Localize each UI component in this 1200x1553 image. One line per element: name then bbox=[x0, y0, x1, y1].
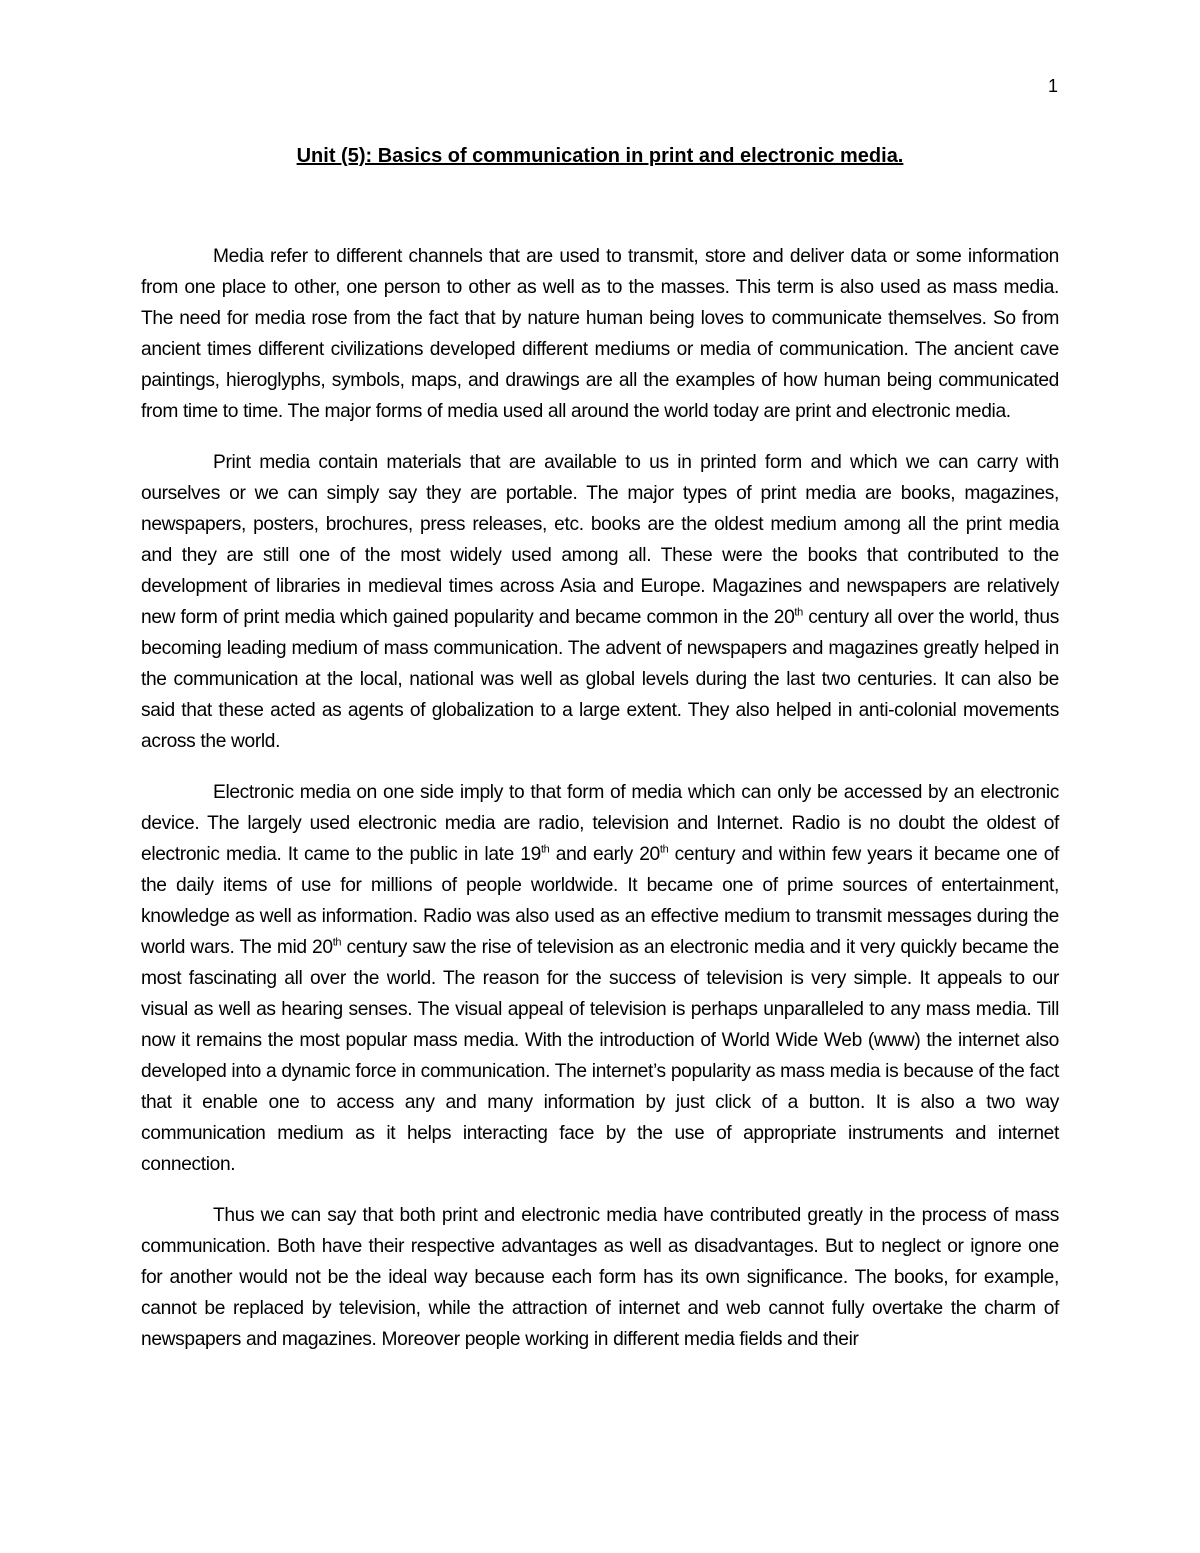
paragraph-media-definition: Media refer to different channels that are used to transmit, store and deliver data or some information from one place to other, one person to other as well as to the masses. This term is also used as mass media. The need for media rose from the fact that by nature human being loves to communicate themselves. So from ancient times different civilizations developed different mediums or media of communication. The ancient cave paintings, hieroglyphs, symbols, maps, and drawings are all the examples of how human being communicated from time to time. The major forms of media used all around the world today are print and electronic media. bbox=[141, 246, 1059, 422]
paragraph-conclusion: Thus we can say that both print and electronic media have contributed greatly in the process of mass communication. Both have their respective advantages as well as disadvantages. But to neglect or ignore one for another would not be the ideal way because each form has its own significance. The books, for example, cannot be replaced by television, while the attraction of internet and web cannot fully overtake the charm of newspapers and magazines. Moreover people working in different media fields and their bbox=[141, 1205, 1059, 1350]
paragraph-electronic-media: Electronic media on one side imply to that form of media which can only be accessed by an electronic device. The largely used electronic media are radio, television and Internet. Radio is no doubt the oldest of electronic media. It came to the public in late 19th and early 20th century and within few years it became one of the daily items of use for millions of people worldwide. It became one of prime sources of entertainment, knowledge as well as information. Radio was also used as an effective medium to transmit messages during the world wars. The mid 20th century saw the rise of television as an electronic media and it very quickly became the most fascinating all over the world. The reason for the success of television is very simple. It appeals to our visual as well as hearing senses. The visual appeal of television is perhaps unparalleled to any mass media. Till now it remains the most popular mass media. With the introduction of World Wide Web (www) the internet also developed into a dynamic force in communication. The internet’s popularity as mass media is because of the fact that it enable one to access any and many information by just click of a button. It is also a two way communication medium as it helps interacting face by the use of appropriate instruments and internet connection. bbox=[141, 782, 1059, 1175]
paragraph-print-media: Print media contain materials that are available to us in printed form and which we can carry with ourselves or we can simply say they are portable. The major types of print media are books, magazines, newspapers, posters, brochures, press releases, etc. books are the oldest medium among all the print media and they are still one of the most widely used among all. These were the books that contributed to the development of libraries in medieval times across Asia and Europe. Magazines and newspapers are relatively new form of print media which gained popularity and became common in the 20th century all over the world, thus becoming leading medium of mass communication. The advent of newspapers and magazines greatly helped in the communication at the local, national was well as global levels during the last two centuries. It can also be said that these acted as agents of globalization to a large extent. They also helped in anti-colonial movements across the world. bbox=[141, 452, 1059, 752]
document-title: Unit (5): Basics of communication in print and electronic media. bbox=[296, 145, 904, 167]
document-body bbox=[141, 241, 1059, 1375]
page-number: 1 bbox=[1047, 76, 1058, 96]
